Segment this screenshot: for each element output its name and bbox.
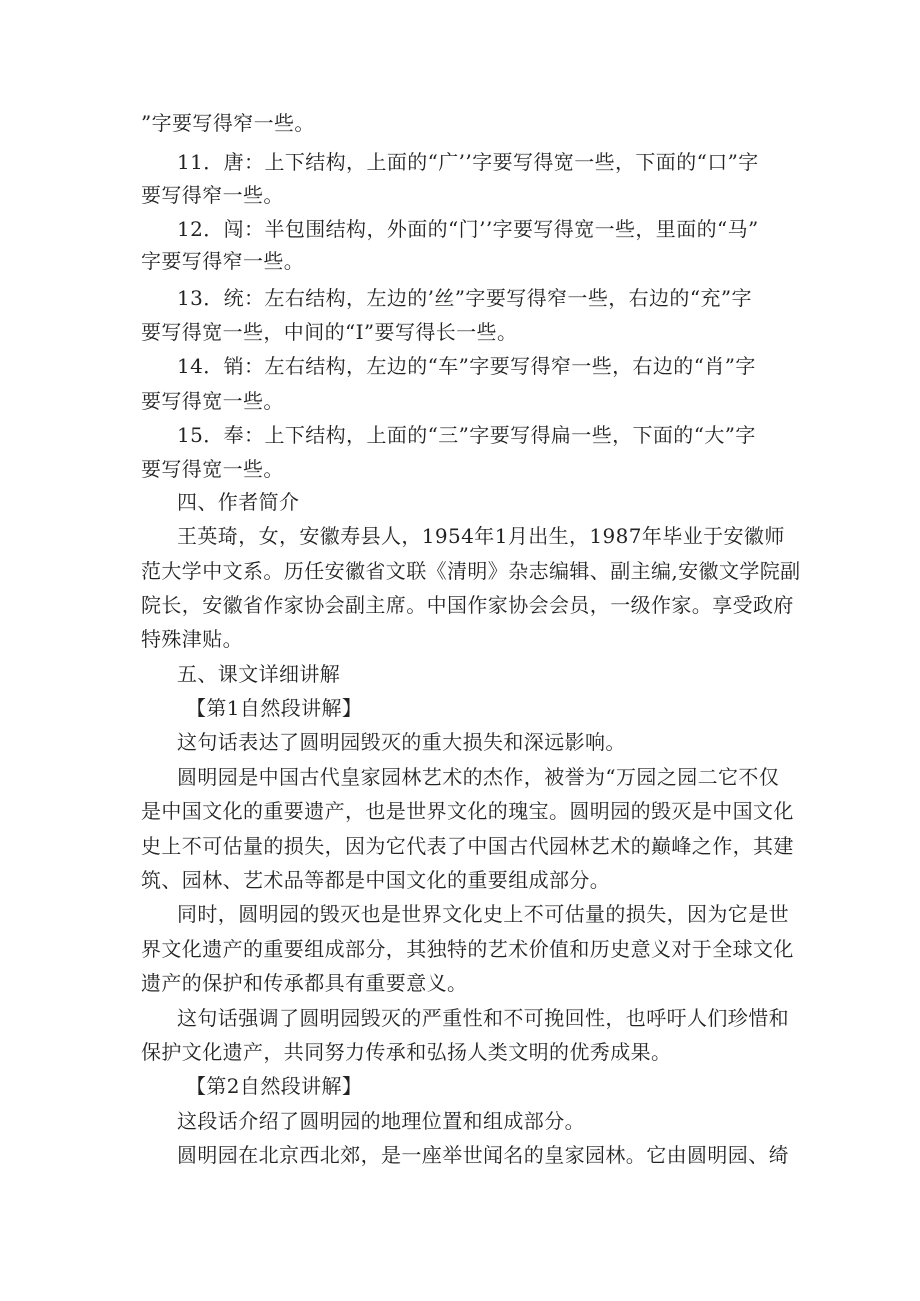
section-heading-lesson: 五、课文详细讲解 xyxy=(177,662,341,686)
text-line-13: 王英琦，女，安徽寿县人，1954年1月出生，1987年毕业于安徽师 xyxy=(177,524,785,548)
text-line-27: 这句话强调了圆明园毁灭的严重性和不可挽回性，也呼吁人们珍惜和 xyxy=(177,1006,789,1030)
text-line-5: 字要写得窄一些。 xyxy=(141,249,305,273)
text-line-10: 15．奉：上下结构，上面的“三”字要写得扁一些，下面的“大”字 xyxy=(177,423,756,447)
text-line-2: 11．唐：上下结构，上面的“广’’字要写得宽一些，下面的“口”字 xyxy=(177,150,759,174)
text-line-28: 保护文化遗产，共同努力传承和弘扬人类文明的优秀成果。 xyxy=(141,1040,672,1064)
text-line-1: ”字要写得窄一些。 xyxy=(141,111,315,135)
paragraph-heading-1: 【第1自然段讲解】 xyxy=(186,696,363,720)
text-line-20: 圆明园是中国古代皇家园林艺术的杰作，被誉为“万园之园二它不仅 xyxy=(177,765,780,789)
section-heading-author: 四、作者简介 xyxy=(177,490,300,514)
text-line-21: 是中国文化的重要遗产，也是世界文化的瑰宝。圆明园的毁灭是中国文化 xyxy=(141,799,794,823)
text-line-16: 特殊津贴。 xyxy=(141,627,243,651)
text-line-23: 筑、园林、艺术品等都是中国文化的重要组成部分。 xyxy=(141,868,611,892)
paragraph-heading-2: 【第2自然段讲解】 xyxy=(186,1074,363,1098)
text-line-26: 遗产的保护和传承都具有重要意义。 xyxy=(141,971,468,995)
text-line-6: 13．统：左右结构，左边的’丝”字要写得窄一些，右边的“充”字 xyxy=(177,286,752,310)
text-line-19: 这句话表达了圆明园毁灭的重大损失和深远影响。 xyxy=(177,730,626,754)
text-line-8: 14．销：左右结构，左边的“车”字要写得窄一些，右边的“肖”字 xyxy=(177,354,756,378)
text-line-15: 院长，安徽省作家协会副主席。中国作家协会会员，一级作家。享受政府 xyxy=(141,593,794,617)
text-line-24: 同时，圆明园的毁灭也是世界文化史上不可估量的损失，因为它是世 xyxy=(177,902,789,926)
text-line-9: 要写得宽一些。 xyxy=(141,389,284,413)
text-line-4: 12．闯：半包围结构，外面的“门’’字要写得宽一些，里面的“马” xyxy=(177,217,759,241)
text-line-14: 范大学中文系。历任安徽省文联《清明》杂志编辑、副主编,安徽文学院副 xyxy=(141,559,801,583)
text-line-22: 史上不可估量的损失，因为它代表了中国古代园林艺术的巅峰之作，其建 xyxy=(141,834,794,858)
text-line-25: 界文化遗产的重要组成部分，其独特的艺术价值和历史意义对于全球文化 xyxy=(141,937,794,961)
text-line-11: 要写得宽一些。 xyxy=(141,457,284,481)
text-line-31: 圆明园在北京西北郊，是一座举世闻名的皇家园林。它由圆明园、绮 xyxy=(177,1143,789,1167)
text-line-30: 这段话介绍了圆明园的地理位置和组成部分。 xyxy=(177,1109,585,1133)
text-line-3: 要写得窄一些。 xyxy=(141,183,284,207)
text-line-7: 要写得宽一些，中间的“I”要写得长一些。 xyxy=(141,320,518,344)
